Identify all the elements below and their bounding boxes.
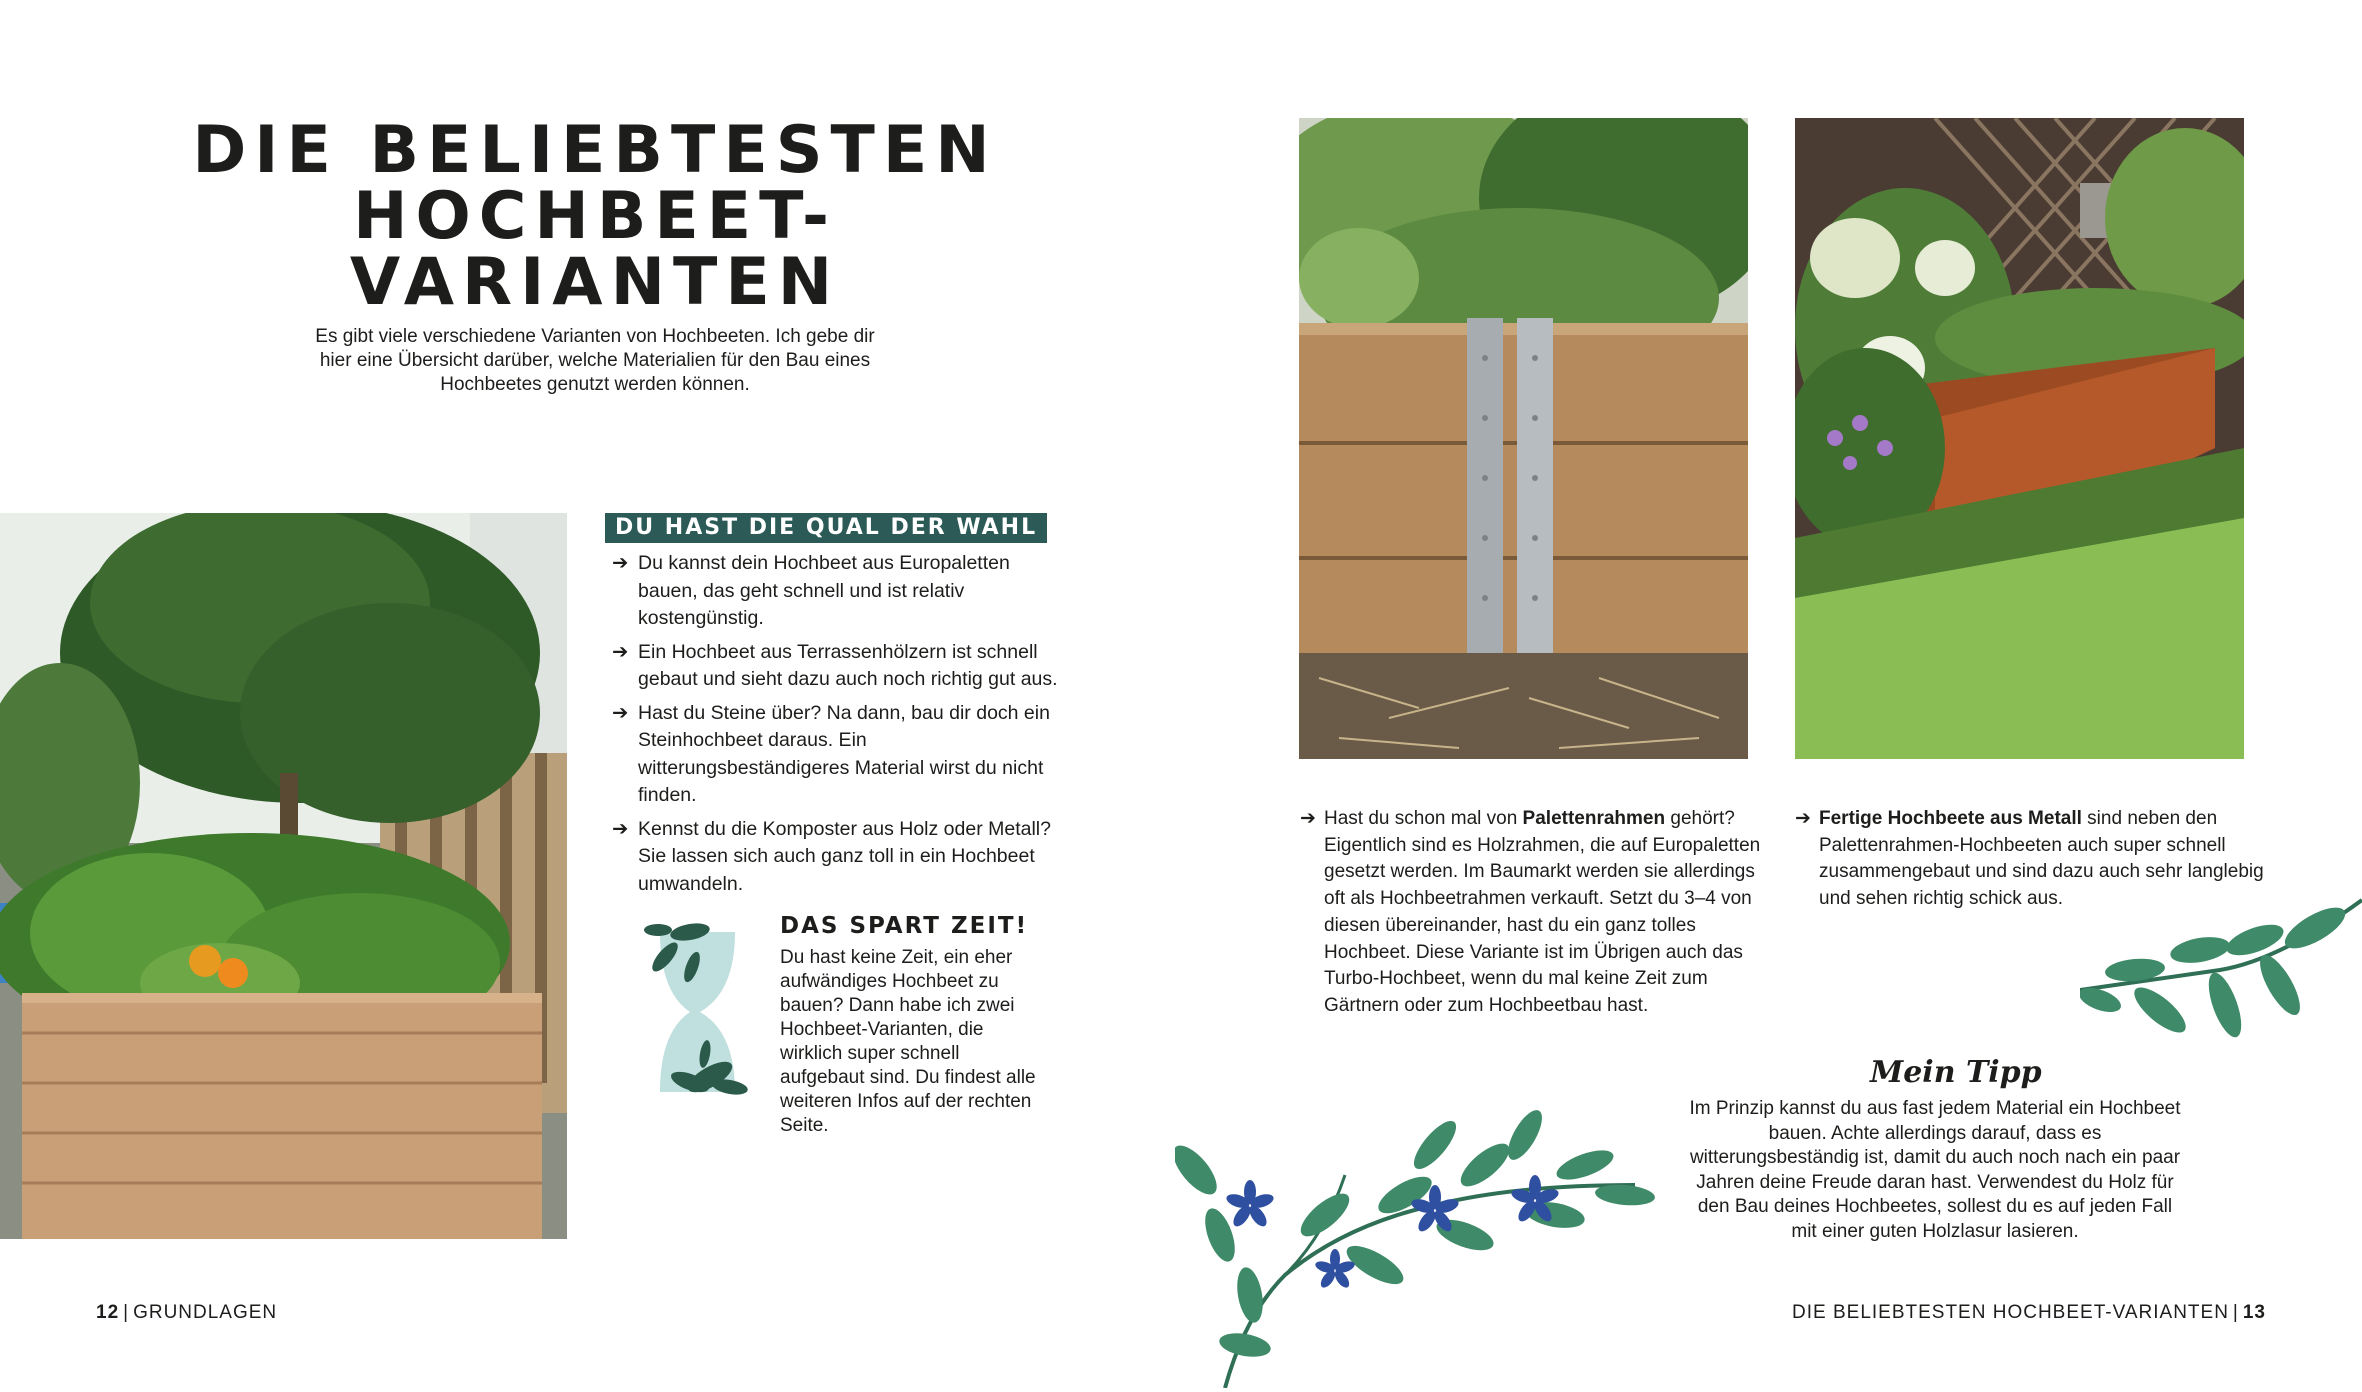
flower-branch-icon bbox=[1175, 1085, 1665, 1388]
arrow-right-icon: ➔ bbox=[1300, 808, 1316, 829]
list-item-text: Ein Hochbeet aus Terrassenhölzern ist schnell gebaut und sieht dazu auch noch richtig gut aus. bbox=[638, 640, 1058, 690]
folio-separator: | bbox=[2232, 1302, 2239, 1323]
arrow-right-icon: ➔ bbox=[612, 701, 629, 724]
caption-pallet-frames bbox=[1300, 806, 1764, 1020]
list-item bbox=[612, 639, 1067, 694]
list-item bbox=[612, 700, 1067, 810]
list-item bbox=[612, 550, 1067, 633]
photo-wooden-raised-bed bbox=[0, 513, 567, 1239]
folio-separator: | bbox=[123, 1302, 130, 1323]
mein-tipp-text: Im Prinzip kannst du aus fast jedem Material ein Hochbeet bauen. Achte allerdings darauf, dass es witterungsbeständig ist, damit du auch noch nach ein paar Jahren deine Freude daran hast. Verwendest du Holz für den Bau deines Hochbeetes, sollest du es auf jeden Fall mit einer guten Holzlasur lasieren. bbox=[1689, 1098, 2181, 1242]
tip-text: Du hast keine Zeit, ein eher aufwändiges Hochbeet zu bauen? Dann habe ich zwei Hochbeet-Varianten, die wirklich super schnell aufgebaut sind. Du findest alle weiteren Infos auf der rechten Seite. bbox=[780, 947, 1036, 1136]
list-item-text: Du kannst dein Hochbeet aus Europaletten bauen, das geht schnell und ist relativ kostengünstig. bbox=[638, 552, 1010, 629]
caption-pallet-frames-pre: Hast du schon mal von bbox=[1324, 808, 1523, 829]
folio-right bbox=[1792, 1302, 2266, 1324]
mein-tipp-title: Mein Tipp bbox=[1870, 1055, 2042, 1090]
arrow-right-icon: ➔ bbox=[612, 552, 629, 574]
photo-pallet-frame-bed bbox=[1299, 118, 1748, 759]
folio-section-left: GRUNDLAGEN bbox=[133, 1302, 278, 1323]
caption-pallet-frames-bold: Palettenrahmen bbox=[1522, 808, 1666, 829]
page-number-right: 13 bbox=[2242, 1302, 2266, 1323]
choice-list bbox=[612, 550, 1067, 904]
hourglass-icon bbox=[630, 912, 760, 1112]
folio-section-right: DIE BELIEBTESTEN HOCHBEET-VARIANTEN bbox=[1792, 1302, 2229, 1323]
leaf-branch-icon bbox=[2080, 880, 2362, 1080]
list-item-text: Hast du Steine über? Na dann, bau dir doch ein Steinhochbeet daraus. Ein witterungsbeständigeres Material wirst du nicht finden. bbox=[638, 701, 1050, 806]
page-number-left: 12 bbox=[96, 1302, 120, 1323]
list-item-text: Kennst du die Komposter aus Holz oder Metall? Sie lassen sich auch ganz toll in ein Hochbeet umwandeln. bbox=[638, 817, 1051, 895]
page-title-line-1: DIE BELIEBTESTEN bbox=[192, 113, 998, 188]
tip-heading: DAS SPART ZEIT! bbox=[780, 913, 1029, 939]
caption-pallet-frames-post: gehört? Eigentlich sind es Holzrahmen, die auf Europaletten gesetzt werden. Im Baumarkt werden sie allerdings oft als Hochbeetrahmen verkauft. Setzt du 3–4 von diesen übereinander, hast du ein ganz tolles Hochbeet. Diese Variante ist im Übrigen auch das Turbo-Hochbeet, wenn du mal keine Zeit zum Gärtnern oder zum Hochbeetbau hast. bbox=[1324, 808, 1761, 1016]
page-title bbox=[130, 113, 1060, 320]
arrow-right-icon: ➔ bbox=[612, 640, 629, 663]
photo-metal-raised-bed bbox=[1795, 118, 2244, 759]
folio-left bbox=[96, 1302, 277, 1324]
page-title-line-2: HOCHBEET-VARIANTEN bbox=[349, 179, 841, 320]
caption-metal-beds-post: sind neben den Palettenrahmen-Hochbeeten auch super schnell zusammengebaut und sind dazu auch sehr langlebig und sehen richtig schick aus. bbox=[1819, 808, 2264, 910]
arrow-right-icon: ➔ bbox=[1795, 808, 1811, 829]
list-item bbox=[612, 816, 1067, 899]
intro-text: Es gibt viele verschiedene Varianten von Hochbeeten. Ich gebe dir hier eine Übersicht darüber, welche Materialien für den Bau eines Hochbeetes genutzt werden können. bbox=[315, 326, 875, 395]
caption-metal-beds-bold: Fertige Hochbeete aus Metall bbox=[1819, 808, 2082, 829]
arrow-right-icon: ➔ bbox=[612, 817, 629, 840]
section-heading-choice: DU HAST DIE QUAL DER WAHL bbox=[605, 513, 1047, 543]
